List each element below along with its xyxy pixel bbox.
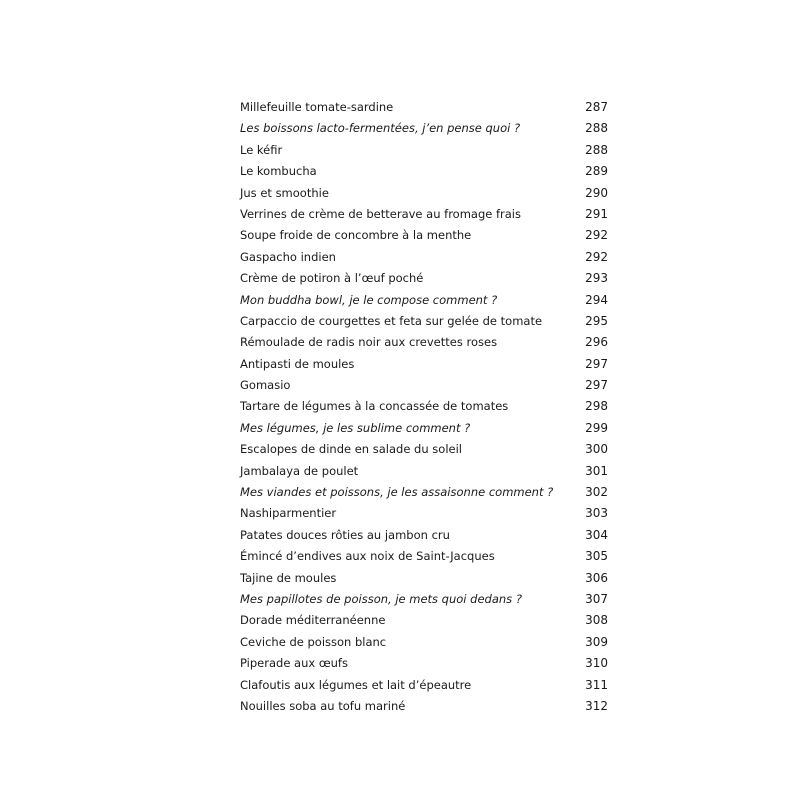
table-of-contents bbox=[240, 97, 608, 717]
toc-entry-page-number: 310 bbox=[585, 656, 608, 671]
toc-entry-title: Carpaccio de courgettes et feta sur gelée de tomate bbox=[240, 313, 543, 328]
toc-entry bbox=[240, 161, 608, 182]
toc-entry bbox=[240, 439, 608, 460]
toc-entry-title: Jus et smoothie bbox=[240, 185, 329, 200]
toc-entry-title: Rémoulade de radis noir aux crevettes roses bbox=[240, 335, 498, 350]
toc-entry bbox=[240, 675, 608, 696]
toc-entry bbox=[240, 653, 608, 674]
toc-entry-page-number: 296 bbox=[585, 335, 608, 350]
toc-entry-page-number: 289 bbox=[585, 164, 608, 179]
toc-entry-title: Patates douces rôties au jambon cru bbox=[240, 527, 450, 542]
toc-entry-page-number: 309 bbox=[585, 634, 608, 649]
toc-entry-title: Mes légumes, je les sublime comment ? bbox=[240, 420, 471, 435]
toc-entry-title: Le kombucha bbox=[240, 164, 317, 179]
toc-entry-title: Crème de potiron à l’œuf poché bbox=[240, 271, 424, 286]
toc-entry-page-number: 295 bbox=[585, 313, 608, 328]
toc-entry bbox=[240, 225, 608, 246]
toc-entry-page-number: 298 bbox=[585, 399, 608, 414]
toc-entry bbox=[240, 568, 608, 589]
toc-entry bbox=[240, 268, 608, 289]
toc-entry bbox=[240, 610, 608, 631]
toc-entry-page-number: 292 bbox=[585, 249, 608, 264]
toc-entry-title: Les boissons lacto-fermentées, j’en pense quoi ? bbox=[240, 121, 521, 136]
toc-entry-page-number: 307 bbox=[585, 591, 608, 606]
toc-entry-title: Dorade méditerranéenne bbox=[240, 613, 386, 628]
toc-entry-page-number: 291 bbox=[585, 206, 608, 221]
toc-entry bbox=[240, 140, 608, 161]
toc-entry-page-number: 293 bbox=[585, 271, 608, 286]
toc-entry-title: Escalopes de dinde en salade du soleil bbox=[240, 442, 462, 457]
toc-entry-title: Soupe froide de concombre à la menthe bbox=[240, 228, 472, 243]
toc-entry bbox=[240, 461, 608, 482]
toc-entry-title: Tajine de moules bbox=[240, 570, 337, 585]
toc-entry bbox=[240, 332, 608, 353]
toc-entry-page-number: 292 bbox=[585, 228, 608, 243]
toc-entry-title: Gomasio bbox=[240, 378, 291, 393]
toc-entry-page-number: 312 bbox=[585, 698, 608, 713]
toc-entry-page-number: 306 bbox=[585, 570, 608, 585]
toc-entry-title: Piperade aux œufs bbox=[240, 656, 348, 671]
toc-entry bbox=[240, 632, 608, 653]
toc-entry-page-number: 304 bbox=[585, 527, 608, 542]
toc-entry-page-number: 294 bbox=[585, 292, 608, 307]
toc-entry bbox=[240, 118, 608, 139]
toc-entry bbox=[240, 183, 608, 204]
toc-entry-title: Antipasti de moules bbox=[240, 356, 355, 371]
toc-entry-page-number: 297 bbox=[585, 378, 608, 393]
toc-entry bbox=[240, 97, 608, 118]
toc-entry bbox=[240, 482, 608, 503]
toc-entry bbox=[240, 696, 608, 717]
toc-entry bbox=[240, 546, 608, 567]
toc-entry-page-number: 299 bbox=[585, 420, 608, 435]
toc-entry bbox=[240, 525, 608, 546]
toc-entry bbox=[240, 247, 608, 268]
toc-entry bbox=[240, 354, 608, 375]
toc-entry-title: Nashiparmentier bbox=[240, 506, 337, 521]
toc-entry bbox=[240, 204, 608, 225]
toc-entry-page-number: 303 bbox=[585, 506, 608, 521]
toc-entry-page-number: 288 bbox=[585, 142, 608, 157]
toc-entry-title: Le kéfir bbox=[240, 142, 283, 157]
toc-entry-title: Tartare de légumes à la concassée de tomates bbox=[240, 399, 509, 414]
toc-entry-page-number: 297 bbox=[585, 356, 608, 371]
toc-entry-title: Mes viandes et poissons, je les assaisonne comment ? bbox=[240, 485, 554, 500]
toc-entry bbox=[240, 589, 608, 610]
toc-entry-page-number: 305 bbox=[585, 549, 608, 564]
toc-entry-title: Nouilles soba au tofu mariné bbox=[240, 698, 406, 713]
toc-entry bbox=[240, 396, 608, 417]
toc-entry-page-number: 301 bbox=[585, 463, 608, 478]
toc-entry-page-number: 288 bbox=[585, 121, 608, 136]
toc-entry-page-number: 300 bbox=[585, 442, 608, 457]
toc-entry bbox=[240, 503, 608, 524]
toc-entry-title: Gaspacho indien bbox=[240, 249, 336, 264]
toc-entry bbox=[240, 290, 608, 311]
toc-entry-title: Clafoutis aux légumes et lait d’épeautre bbox=[240, 677, 472, 692]
toc-entry-title: Jambalaya de poulet bbox=[240, 463, 359, 478]
toc-entry-page-number: 308 bbox=[585, 613, 608, 628]
toc-entry bbox=[240, 375, 608, 396]
toc-entry-page-number: 311 bbox=[585, 677, 608, 692]
toc-entry bbox=[240, 418, 608, 439]
toc-entry-title: Ceviche de poisson blanc bbox=[240, 634, 387, 649]
toc-entry-title: Mes papillotes de poisson, je mets quoi dedans ? bbox=[240, 591, 522, 606]
toc-entry-page-number: 302 bbox=[585, 485, 608, 500]
toc-entry-title: Émincé d’endives aux noix de Saint-Jacques bbox=[240, 549, 495, 564]
toc-entry bbox=[240, 311, 608, 332]
toc-entry-page-number: 287 bbox=[585, 100, 608, 114]
toc-entry-page-number: 290 bbox=[585, 185, 608, 200]
toc-entry-title: Verrines de crème de betterave au fromage frais bbox=[240, 206, 521, 221]
toc-entry-title: Millefeuille tomate-sardine bbox=[240, 100, 394, 114]
toc-entry-title: Mon buddha bowl, je le compose comment ? bbox=[240, 292, 498, 307]
